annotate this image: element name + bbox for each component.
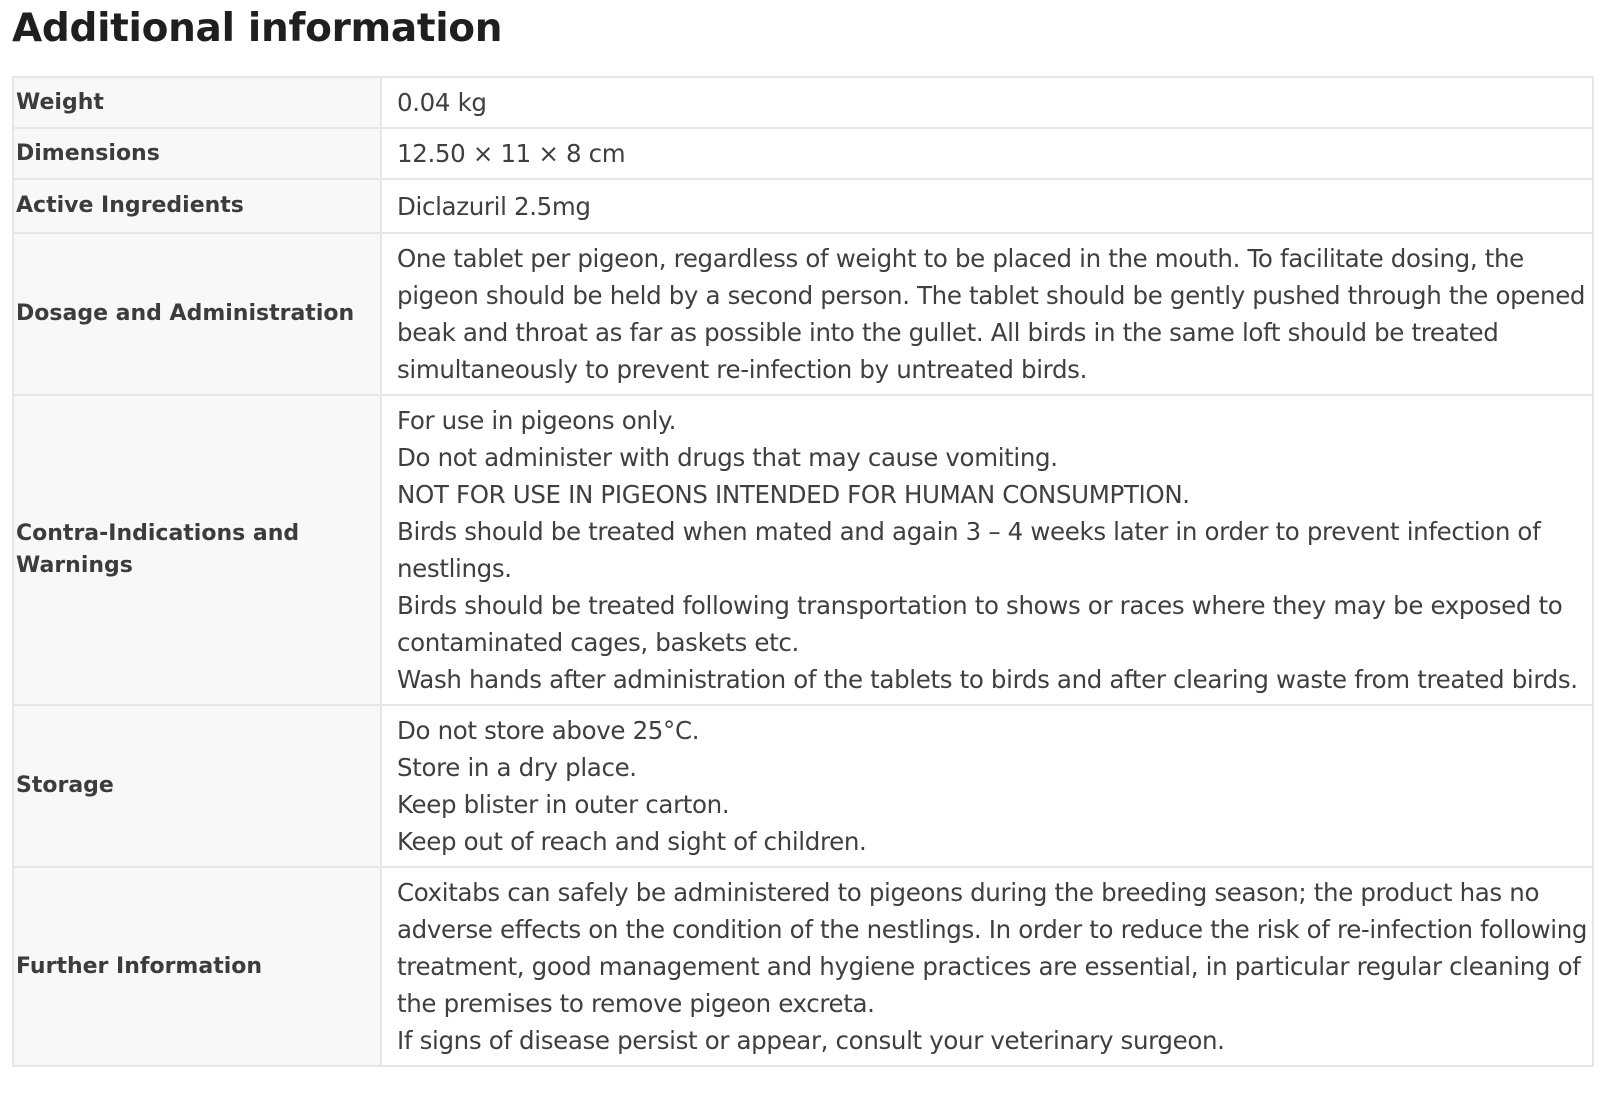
row-label-weight: Weight (13, 77, 381, 128)
row-value-dosage (381, 233, 1593, 395)
value-line: Do not store above 25°C. (397, 716, 700, 745)
row-label-dosage: Dosage and Administration (13, 233, 381, 395)
table-row-dimensions (13, 128, 1593, 179)
table-row-active-ingredients (13, 179, 1593, 233)
value-line: Keep blister in outer carton. (397, 790, 730, 819)
table-row-further-information (13, 867, 1593, 1066)
attributes-table (12, 76, 1594, 1067)
row-label-further-information: Further Information (13, 867, 381, 1066)
value-line: Wash hands after administration of the tablets to birds and after clearing waste from treated birds. (397, 665, 1578, 694)
value-line: Diclazuril 2.5mg (397, 191, 591, 221)
value-line: For use in pigeons only. (397, 406, 677, 435)
table-row-contra-indications (13, 395, 1593, 705)
value-line: If signs of disease persist or appear, consult your veterinary surgeon. (397, 1026, 1225, 1055)
row-value-contra-indications (381, 395, 1593, 705)
table-row-weight (13, 77, 1593, 128)
value-line: Birds should be treated following transportation to shows or races where they may be exposed to contaminated cages, baskets etc. (397, 591, 1563, 657)
row-label-active-ingredients: Active Ingredients (13, 179, 381, 233)
value-line: NOT FOR USE IN PIGEONS INTENDED FOR HUMAN CONSUMPTION. (397, 480, 1190, 509)
value-line: Birds should be treated when mated and again 3 – 4 weeks later in order to prevent infection of nestlings. (397, 517, 1541, 583)
value-line: Keep out of reach and sight of children. (397, 827, 867, 856)
table-row-dosage (13, 233, 1593, 395)
row-label-contra-indications: Contra-Indications and Warnings (13, 395, 381, 705)
row-value-dimensions (381, 128, 1593, 179)
value-line: 0.04 kg (397, 88, 487, 117)
row-label-storage: Storage (13, 705, 381, 867)
row-value-further-information (381, 867, 1593, 1066)
value-line: One tablet per pigeon, regardless of weight to be placed in the mouth. To facilitate dosing, the pigeon should be held by a second person. The tablet should be gently pushed through the opened beak and throat as far as possible into the gullet. All birds in the same loft should be treated simultaneously to prevent re-infection by untreated birds. (397, 244, 1586, 384)
row-value-active-ingredients (381, 179, 1593, 233)
table-row-storage (13, 705, 1593, 867)
row-label-dimensions: Dimensions (13, 128, 381, 179)
value-line: 12.50 × 11 × 8 cm (397, 139, 626, 168)
value-line: Store in a dry place. (397, 753, 637, 782)
value-line: Do not administer with drugs that may cause vomiting. (397, 443, 1058, 472)
value-line: Coxitabs can safely be administered to pigeons during the breeding season; the product has no adverse effects on the condition of the nestlings. In order to reduce the risk of re-infection following treatment, good management and hygiene practices are essential, in particular regular cleaning of the premises to remove pigeon excreta. (397, 878, 1588, 1018)
row-value-weight (381, 77, 1593, 128)
row-value-storage (381, 705, 1593, 867)
section-heading: Additional information (12, 6, 503, 51)
